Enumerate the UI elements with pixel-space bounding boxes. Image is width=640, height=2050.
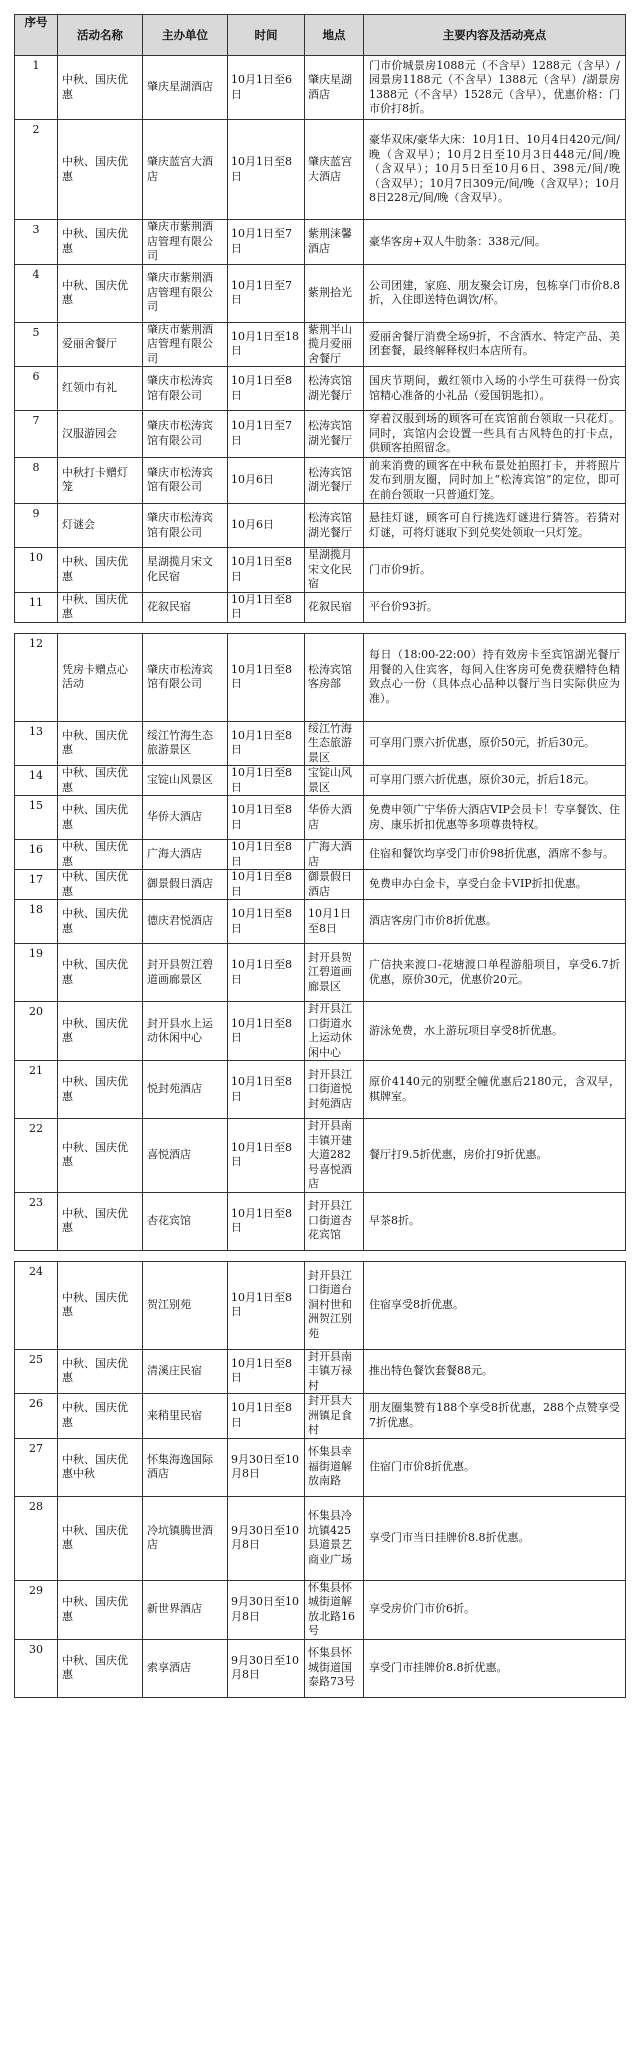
activity-table (14, 14, 626, 1698)
event-description: 穿着汉服到场的顾客可在宾馆前台领取一只花灯。同时，宾馆内会设置一些具有古风特色的打卡点，供顾客拍照留念。 (364, 411, 626, 458)
organizer: 星湖揽月宋文化民宿 (143, 548, 228, 593)
organizer: 御景假日酒店 (143, 870, 228, 900)
organizer: 杏花宾馆 (143, 1192, 228, 1250)
table-row (15, 1261, 626, 1349)
organizer: 肇庆市松涛宾馆有限公司 (143, 504, 228, 548)
event-time: 10月6日 (228, 457, 305, 504)
event-description: 爱丽舍餐厅消费全场9折，不含酒水、特定产品、美团套餐，最终解释权归本店所有。 (364, 322, 626, 367)
event-time: 10月1日至8日 (228, 900, 305, 944)
event-time: 10月1日至8日 (228, 1002, 305, 1061)
event-location: 紫荆拾光 (305, 264, 364, 322)
event-time: 10月1日至8日 (228, 840, 305, 870)
activity-name: 灯谜会 (58, 504, 143, 548)
table-row (15, 900, 626, 944)
event-location: 宝锭山风景区 (305, 766, 364, 796)
organizer: 绥江竹海生态旅游景区 (143, 721, 228, 766)
event-location: 怀集县怀城街道国泰路73号 (305, 1639, 364, 1697)
table-row (15, 367, 626, 411)
activity-name: 中秋、国庆优惠 (58, 796, 143, 840)
row-number: 21 (15, 1061, 58, 1119)
activity-name: 中秋、国庆优惠 (58, 1002, 143, 1061)
event-description: 每日（18:00-22:00）持有效房卡至宾馆湖光餐厅用餐的入住宾客，每间入住客房可免费获赠特色精致点心一份（具体点心品种以餐厅当日实际供应为准）。 (364, 633, 626, 721)
event-location: 华侨大酒店 (305, 796, 364, 840)
event-location: 封开县江口街道台洞村世和洲贺江别苑 (305, 1261, 364, 1349)
event-time: 10月1日至8日 (228, 633, 305, 721)
row-number: 1 (15, 56, 58, 120)
table-row (15, 796, 626, 840)
table-row (15, 1394, 626, 1439)
event-description: 游泳免费，水上游玩项目享受8折优惠。 (364, 1002, 626, 1061)
event-time: 10月1日至8日 (228, 944, 305, 1002)
row-number: 5 (15, 322, 58, 367)
row-number: 12 (15, 633, 58, 721)
event-description: 住宿门市价8折优惠。 (364, 1438, 626, 1496)
table-row (15, 1349, 626, 1394)
row-number: 18 (15, 900, 58, 944)
event-time: 10月1日至8日 (228, 1349, 305, 1394)
organizer: 花叙民宿 (143, 592, 228, 622)
activity-name: 爱丽舍餐厅 (58, 322, 143, 367)
organizer: 肇庆市松涛宾馆有限公司 (143, 457, 228, 504)
row-number: 9 (15, 504, 58, 548)
activity-name: 中秋、国庆优惠 (58, 900, 143, 944)
row-number: 19 (15, 944, 58, 1002)
event-description: 国庆节期间，戴红领巾入场的小学生可获得一份宾馆精心准备的小礼品（爱国钥匙扣）。 (364, 367, 626, 411)
row-number: 3 (15, 220, 58, 265)
activity-name: 中秋、国庆优惠 (58, 1580, 143, 1639)
row-number: 13 (15, 721, 58, 766)
organizer: 来稍里民宿 (143, 1394, 228, 1439)
table-row (15, 1438, 626, 1496)
table-gap (15, 622, 626, 633)
organizer: 肇庆市松涛宾馆有限公司 (143, 367, 228, 411)
table-row (15, 870, 626, 900)
table-row (15, 504, 626, 548)
event-location: 花叙民宿 (305, 592, 364, 622)
event-time: 10月1日至6日 (228, 56, 305, 120)
event-location: 怀集县怀城街道解放北路16号 (305, 1580, 364, 1639)
event-description: 住宿享受8折优惠。 (364, 1261, 626, 1349)
event-location: 紫荆半山揽月爱丽舍餐厅 (305, 322, 364, 367)
activity-name: 中秋、国庆优惠 (58, 1496, 143, 1580)
row-number: 26 (15, 1394, 58, 1439)
activity-name: 中秋、国庆优惠 (58, 944, 143, 1002)
event-time: 10月1日至8日 (228, 548, 305, 593)
event-time: 10月1日至8日 (228, 1394, 305, 1439)
table-gap (15, 1250, 626, 1261)
activity-name: 中秋、国庆优惠 (58, 1119, 143, 1193)
organizer: 肇庆市紫荆酒店管理有限公司 (143, 264, 228, 322)
row-number: 7 (15, 411, 58, 458)
organizer: 喜悦酒店 (143, 1119, 228, 1193)
event-location: 封开县江口街道水上运动休闲中心 (305, 1002, 364, 1061)
header-location: 地点 (305, 15, 364, 56)
row-number: 22 (15, 1119, 58, 1193)
organizer: 肇庆市紫荆酒店管理有限公司 (143, 220, 228, 265)
event-location: 松涛宾馆湖光餐厅 (305, 457, 364, 504)
activity-name: 中秋、国庆优惠 (58, 1192, 143, 1250)
event-description: 门市价城景房1088元（不含早）1288元（含早）/园景房1188元（不含早）1388元（含早）/湖景房1388元（不含早）1528元（含早），优惠价格：门市价打8折。 (364, 56, 626, 120)
row-number: 15 (15, 796, 58, 840)
row-number: 28 (15, 1496, 58, 1580)
event-location: 怀集县幸福街道解放南路 (305, 1438, 364, 1496)
activity-name: 凭房卡赠点心活动 (58, 633, 143, 721)
event-location: 松涛宾馆湖光餐厅 (305, 367, 364, 411)
row-number: 23 (15, 1192, 58, 1250)
table-row (15, 411, 626, 458)
event-time: 10月1日至8日 (228, 870, 305, 900)
activity-name: 中秋、国庆优惠 (58, 1261, 143, 1349)
event-time: 9月30日至10月8日 (228, 1496, 305, 1580)
activity-name: 中秋、国庆优惠 (58, 1349, 143, 1394)
table-row (15, 1580, 626, 1639)
event-description: 早茶8折。 (364, 1192, 626, 1250)
table-row (15, 220, 626, 265)
organizer: 华侨大酒店 (143, 796, 228, 840)
event-description: 住宿和餐饮均享受门市价98折优惠，酒席不参与。 (364, 840, 626, 870)
table-row (15, 633, 626, 721)
organizer: 怀集海逸国际酒店 (143, 1438, 228, 1496)
event-location: 封开县大洲镇足食村 (305, 1394, 364, 1439)
organizer: 肇庆市松涛宾馆有限公司 (143, 633, 228, 721)
row-number: 27 (15, 1438, 58, 1496)
event-location: 肇庆蓝宫大酒店 (305, 120, 364, 220)
activity-name: 中秋、国庆优惠 (58, 1394, 143, 1439)
activity-name: 中秋、国庆优惠 (58, 220, 143, 265)
organizer: 贺江别苑 (143, 1261, 228, 1349)
event-time: 10月1日至8日 (228, 1261, 305, 1349)
table-row (15, 1496, 626, 1580)
event-location: 松涛宾馆客房部 (305, 633, 364, 721)
event-description: 享受门市挂牌价8.8折优惠。 (364, 1639, 626, 1697)
table-row (15, 457, 626, 504)
activity-name: 汉服游园会 (58, 411, 143, 458)
activity-name: 中秋、国庆优惠 (58, 592, 143, 622)
row-number: 10 (15, 548, 58, 593)
event-location: 广海大酒店 (305, 840, 364, 870)
event-description: 悬挂灯谜，顾客可自行挑选灯谜进行猜答。若猜对灯谜，可将灯谜取下到兑奖处领取一只灯笼。 (364, 504, 626, 548)
organizer: 肇庆市松涛宾馆有限公司 (143, 411, 228, 458)
event-description: 享受门市当日挂牌价8.8折优惠。 (364, 1496, 626, 1580)
event-time: 10月1日至8日 (228, 592, 305, 622)
event-time: 10月1日至8日 (228, 766, 305, 796)
row-number: 29 (15, 1580, 58, 1639)
event-description: 原价4140元的别墅全幢优惠后2180元，含双早，棋牌室。 (364, 1061, 626, 1119)
event-time: 10月1日至8日 (228, 1061, 305, 1119)
table-row (15, 592, 626, 622)
table-row (15, 548, 626, 593)
event-location: 封开县江口街道杏花宾馆 (305, 1192, 364, 1250)
activity-name: 中秋、国庆优惠 (58, 548, 143, 593)
organizer: 清溪庄民宿 (143, 1349, 228, 1394)
event-time: 9月30日至10月8日 (228, 1438, 305, 1496)
organizer: 新世界酒店 (143, 1580, 228, 1639)
row-number: 25 (15, 1349, 58, 1394)
event-description: 享受房价门市价6折。 (364, 1580, 626, 1639)
organizer: 冷坑镇腾世酒店 (143, 1496, 228, 1580)
activity-name: 红领巾有礼 (58, 367, 143, 411)
organizer: 广海大酒店 (143, 840, 228, 870)
header-time: 时间 (228, 15, 305, 56)
table-row (15, 1192, 626, 1250)
table-row (15, 56, 626, 120)
activity-name: 中秋、国庆优惠 (58, 1061, 143, 1119)
event-location: 星湖揽月宋文化民宿 (305, 548, 364, 593)
row-number: 14 (15, 766, 58, 796)
organizer: 悦封苑酒店 (143, 1061, 228, 1119)
event-time: 9月30日至10月8日 (228, 1580, 305, 1639)
activity-name: 中秋、国庆优惠 (58, 264, 143, 322)
event-location: 10月1日至8日 (305, 900, 364, 944)
header-no: 序号 (15, 15, 58, 56)
organizer: 肇庆蓝宫大酒店 (143, 120, 228, 220)
table-row (15, 1002, 626, 1061)
row-number: 11 (15, 592, 58, 622)
event-description: 可享用门票六折优惠，原价30元，折后18元。 (364, 766, 626, 796)
event-time: 10月1日至8日 (228, 1119, 305, 1193)
event-time: 10月1日至7日 (228, 264, 305, 322)
organizer: 索享酒店 (143, 1639, 228, 1697)
activity-name: 中秋、国庆优惠 (58, 766, 143, 796)
activity-name: 中秋、国庆优惠 (58, 120, 143, 220)
event-time: 10月1日至8日 (228, 1192, 305, 1250)
event-location: 绥江竹海生态旅游景区 (305, 721, 364, 766)
event-description: 广信抉来渡口-花塘渡口单程游船项目，享受6.7折优惠，原价30元，优惠价20元。 (364, 944, 626, 1002)
table-row (15, 322, 626, 367)
row-number: 20 (15, 1002, 58, 1061)
event-location: 紫荆涞馨酒店 (305, 220, 364, 265)
row-number: 8 (15, 457, 58, 504)
event-time: 10月1日至8日 (228, 721, 305, 766)
event-location: 御景假日酒店 (305, 870, 364, 900)
event-location: 封开县贺江碧道画廊景区 (305, 944, 364, 1002)
event-time: 10月1日至8日 (228, 367, 305, 411)
activity-name: 中秋、国庆优惠 (58, 721, 143, 766)
event-time: 10月1日至18日 (228, 322, 305, 367)
event-description: 豪华客房+双人牛肋条：338元/间。 (364, 220, 626, 265)
organizer: 封开县贺江碧道画廊景区 (143, 944, 228, 1002)
event-description: 餐厅打9.5折优惠，房价打9折优惠。 (364, 1119, 626, 1193)
event-time: 10月1日至8日 (228, 120, 305, 220)
activity-name: 中秋、国庆优惠 (58, 840, 143, 870)
event-location: 松涛宾馆湖光餐厅 (305, 504, 364, 548)
header-description: 主要内容及活动亮点 (364, 15, 626, 56)
table-row (15, 944, 626, 1002)
organizer: 封开县水上运动休闲中心 (143, 1002, 228, 1061)
organizer: 宝锭山风景区 (143, 766, 228, 796)
organizer: 德庆君悦酒店 (143, 900, 228, 944)
activity-name: 中秋打卡赠灯笼 (58, 457, 143, 504)
event-description: 免费申办白金卡，享受白金卡VIP折扣优惠。 (364, 870, 626, 900)
event-description: 公司团建，家庭、朋友聚会订房，包栋享门市价8.8折，入住即送特色调饮/杯。 (364, 264, 626, 322)
event-description: 免费申领广宁华侨大酒店VIP会员卡！专享餐饮、住房、康乐折扣优惠等多项尊贵特权。 (364, 796, 626, 840)
event-location: 松涛宾馆湖光餐厅 (305, 411, 364, 458)
event-location: 肇庆星湖酒店 (305, 56, 364, 120)
row-number: 24 (15, 1261, 58, 1349)
event-time: 10月1日至7日 (228, 411, 305, 458)
table-row (15, 840, 626, 870)
header-org: 主办单位 (143, 15, 228, 56)
event-time: 10月1日至7日 (228, 220, 305, 265)
table-row (15, 766, 626, 796)
organizer: 肇庆市紫荆酒店管理有限公司 (143, 322, 228, 367)
table-row (15, 1119, 626, 1193)
event-location: 怀集县冷坑镇425县道景艺商业广场 (305, 1496, 364, 1580)
row-number: 16 (15, 840, 58, 870)
event-location: 封开县南丰镇万禄村 (305, 1349, 364, 1394)
event-description: 朋友圈集赞有188个享受8折优惠，288个点赞享受7折优惠。 (364, 1394, 626, 1439)
event-description: 酒店客房门市价8折优惠。 (364, 900, 626, 944)
row-number: 2 (15, 120, 58, 220)
activity-name: 中秋、国庆优惠 (58, 56, 143, 120)
event-description: 平台价93折。 (364, 592, 626, 622)
row-number: 4 (15, 264, 58, 322)
table-row (15, 721, 626, 766)
activity-name: 中秋、国庆优惠 (58, 1639, 143, 1697)
organizer: 肇庆星湖酒店 (143, 56, 228, 120)
event-description: 可享用门票六折优惠，原价50元，折后30元。 (364, 721, 626, 766)
event-description: 豪华双床/豪华大床：10月1日、10月4日420元/间/晚（含双早）；10月2日至10月3日448元/间/晚（含双早）；10月5日至10月6日、398元/间/晚（含双早）；10月7日309元/间/晚（含双早）；10月8日228元/间/晚（含双早）。 (364, 120, 626, 220)
event-location: 封开县南丰镇开建大道282号喜悦酒店 (305, 1119, 364, 1193)
event-time: 10月1日至8日 (228, 796, 305, 840)
activity-name: 中秋、国庆优惠中秋 (58, 1438, 143, 1496)
row-number: 6 (15, 367, 58, 411)
row-number: 30 (15, 1639, 58, 1697)
table-row (15, 120, 626, 220)
event-time: 9月30日至10月8日 (228, 1639, 305, 1697)
header-row (15, 15, 626, 56)
event-description: 门市价9折。 (364, 548, 626, 593)
table-row (15, 1639, 626, 1697)
event-description: 推出特色餐饮套餐88元。 (364, 1349, 626, 1394)
row-number: 17 (15, 870, 58, 900)
header-name: 活动名称 (58, 15, 143, 56)
event-description: 前来消费的顾客在中秋布景处拍照打卡，并将照片发布到朋友圈，同时加上“松涛宾馆”的定位，即可在前台领取一只普通灯笼。 (364, 457, 626, 504)
table-row (15, 264, 626, 322)
event-time: 10月6日 (228, 504, 305, 548)
activity-name: 中秋、国庆优惠 (58, 870, 143, 900)
event-location: 封开县江口街道悦封苑酒店 (305, 1061, 364, 1119)
table-row (15, 1061, 626, 1119)
